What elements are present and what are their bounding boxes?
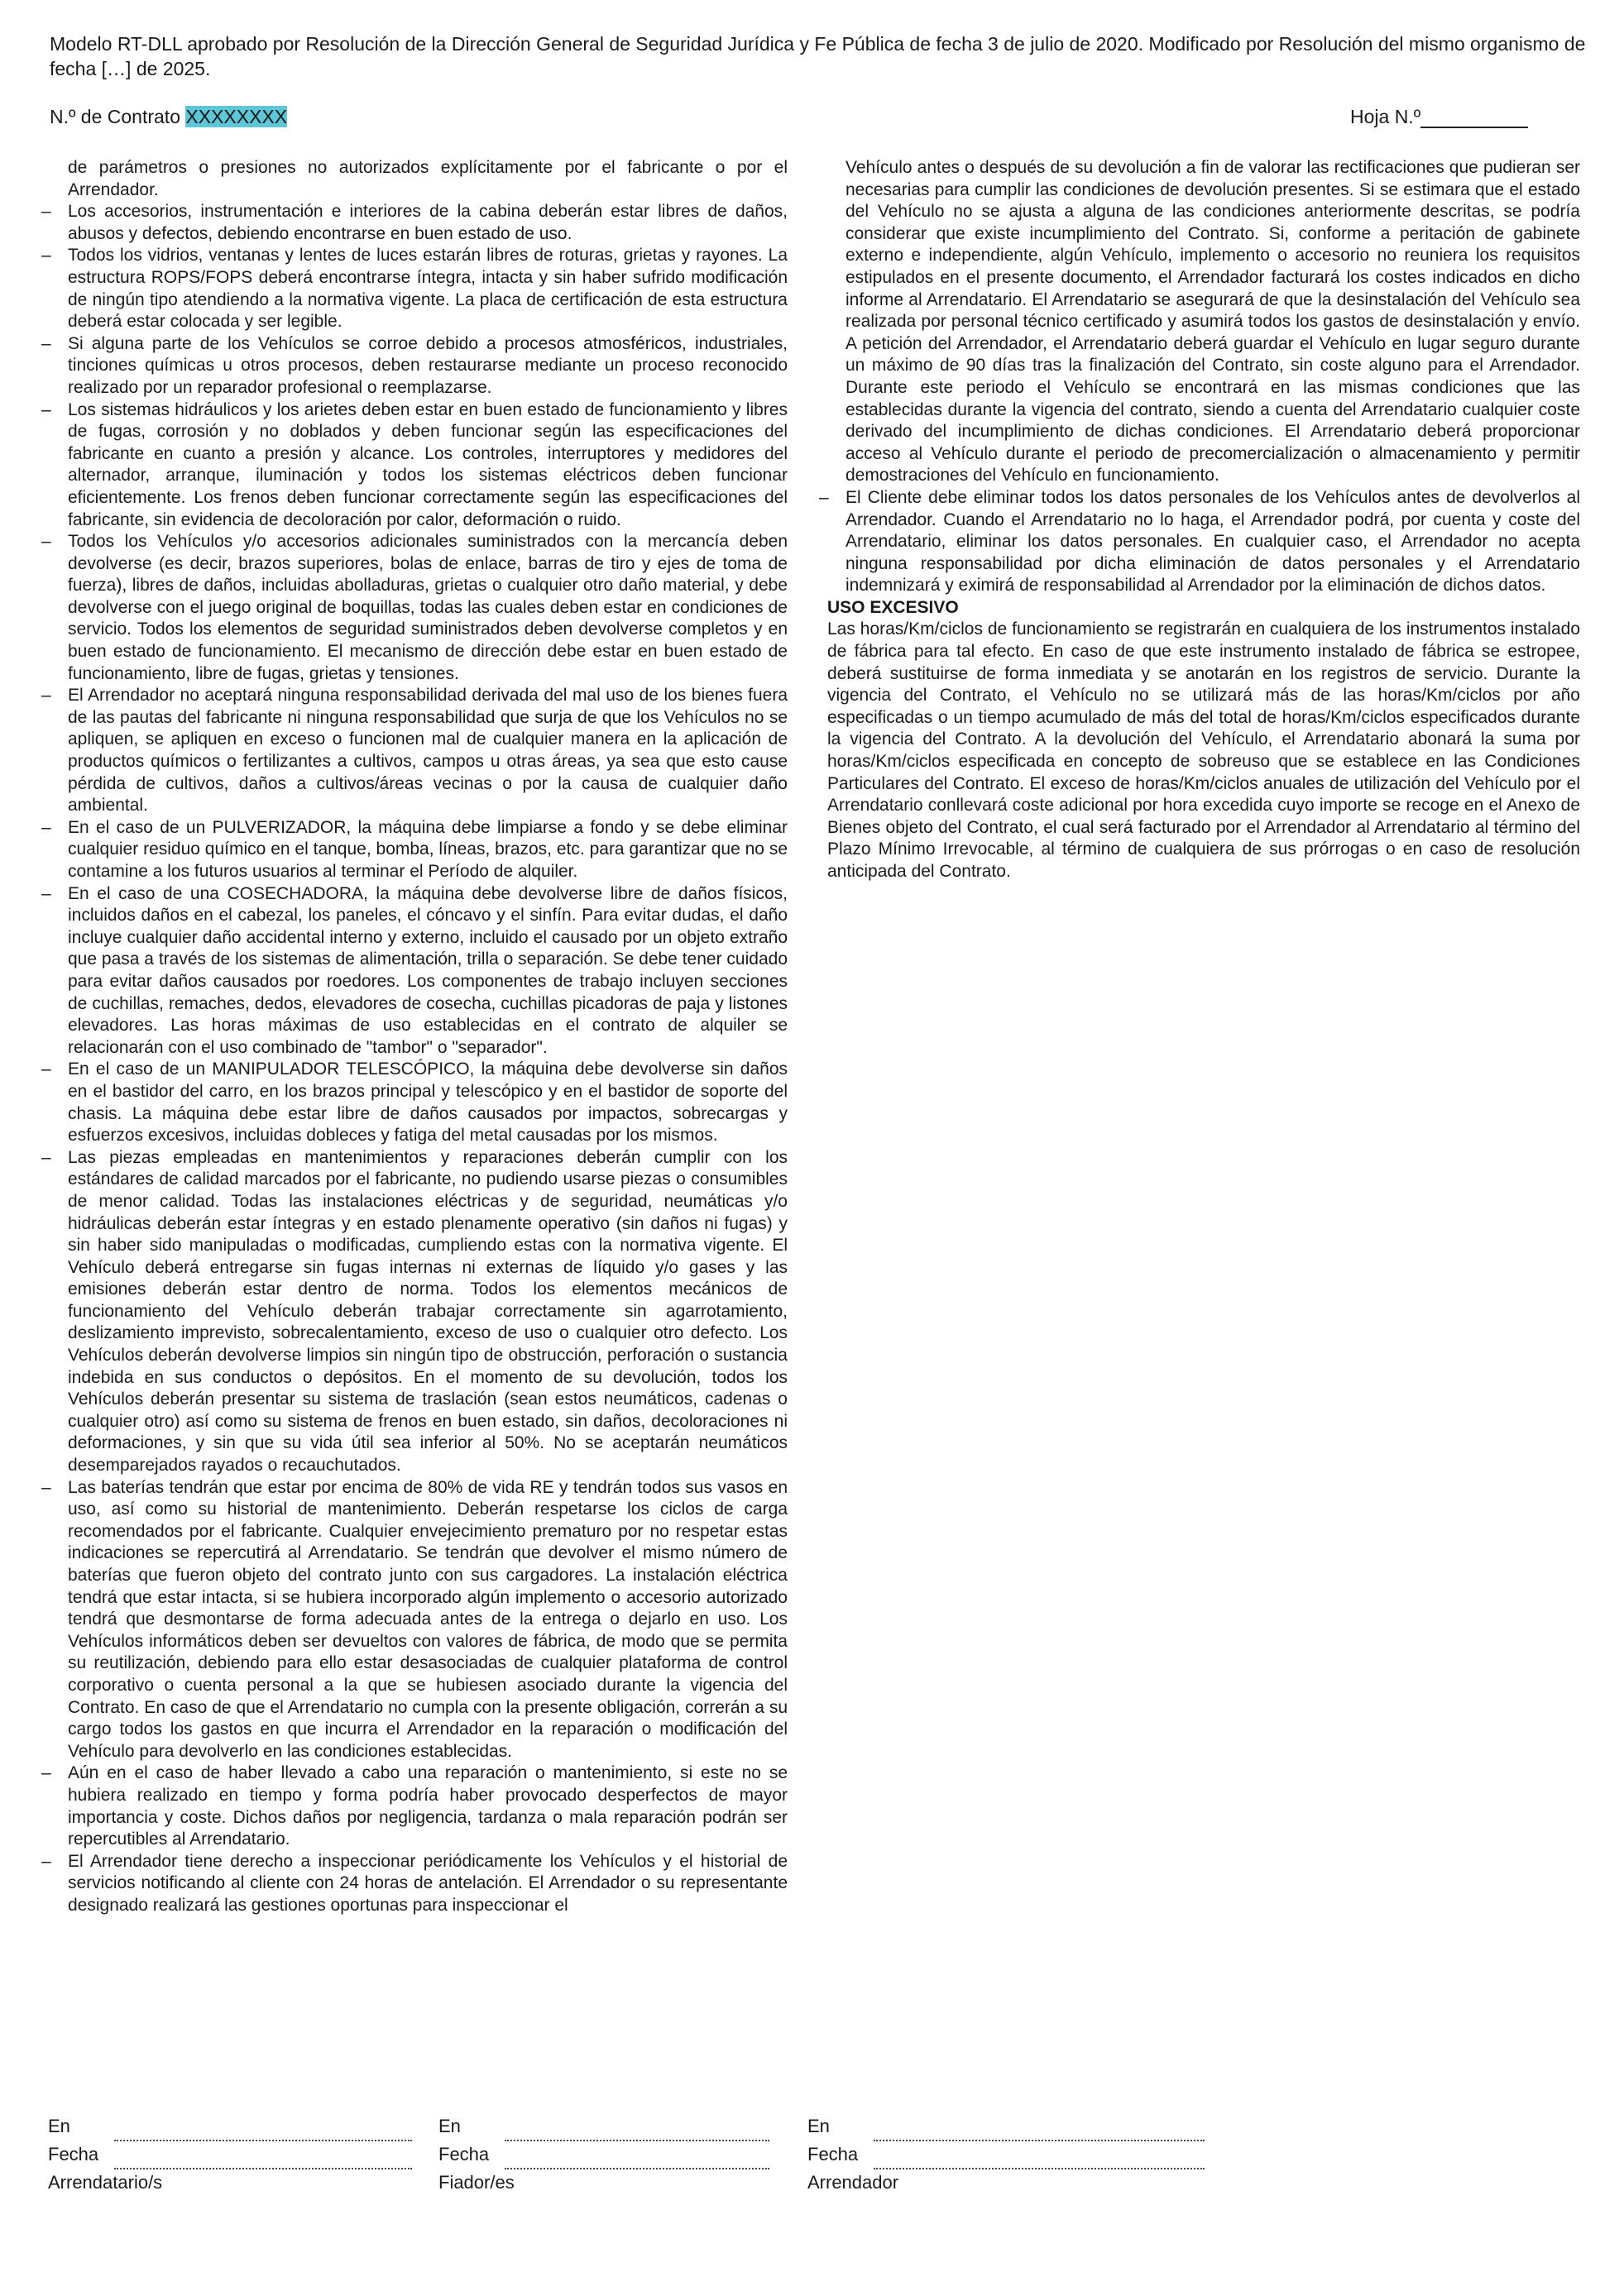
list-item xyxy=(41,1059,788,1146)
signature-block xyxy=(48,2113,412,2196)
list-item xyxy=(41,685,788,817)
date-field[interactable] xyxy=(505,2146,769,2169)
dash-bullet: – xyxy=(41,686,51,706)
list-item xyxy=(41,1147,788,1477)
dash-bullet: – xyxy=(41,883,51,903)
list-item xyxy=(41,201,788,245)
date-field[interactable] xyxy=(874,2146,1205,2169)
dash-bullet: – xyxy=(41,399,51,419)
dash-bullet: – xyxy=(41,532,51,552)
paragraph: Vehículo antes o después de su devolución a fin de valorar las rectificaciones que pudieran ser necesarias para cumplir las condiciones de devolución presentes. Si se estimara que el estado del Vehículo no se ajusta a alguna de las condiciones anteriormente descritas, se podría considerar que existe incumplimiento del Contrato. Si, conforme a peritación de gabinete externo e independiente, algún Vehículo, implemento o accesorio no reuniera los requisitos estipulados en el presente documento, el Arrendador facturará los costes indicados en dicho informe al Arrendatario. El Arrendatario se asegurará de que la desinstalación del Vehículo sea realizada por personal técnico certificado y asumirá todos los gastos de desinstalación y envío. A petición del Arrendador, el Arrendatario deberá guardar el Vehículo en lugar seguro durante un máximo de 90 días tras la finalización del Contrato, sin coste alguno para el Arrendador. Durante este periodo el Vehículo se encontrará en las mismas condiciones que las establecidas durante la vigencia del contrato, siendo a cuenta del Arrendatario cualquier coste derivado del incumplimiento de dichas condiciones. El Arrendatario deberá proporcionar acceso al Vehículo durante el periodo de precomercialización o almacenamiento y permitir demostraciones del Vehículo en funcionamiento. xyxy=(846,158,1580,486)
date-field[interactable] xyxy=(114,2146,412,2169)
signature-block xyxy=(438,2113,769,2196)
list-item xyxy=(819,487,1580,597)
dash-bullet: – xyxy=(819,487,829,507)
list-item-text: Todos los vidrios, ventanas y lentes de luces estarán libres de roturas, grietas y rayones. La estructura ROPS/FOPS deberá encontrarse íntegra, intacta y sin haber sufrido modificación de ningún tipo atendiendo a la normativa vigente. La placa de certificación de esta estructura deberá estar colocada y ser legible. xyxy=(68,246,788,332)
list-item xyxy=(41,399,788,532)
list-item-text: El Arrendador no aceptará ninguna responsabilidad derivada del mal uso de los bienes fuera de las pautas del fabricante ni ninguna responsabilidad que surja de que los Vehículos no se apliquen, se apliquen en exceso o funcionen mal de cualquier manera en la aplicación de productos químicos o fertilizantes a cultivos, campos u otras áreas, ya sea que esto cause pérdida de cultivos, daños a cultivos/áreas vecinas o por la causa de cualquier daño ambiental. xyxy=(68,686,788,816)
sheet-number xyxy=(1350,106,1528,128)
left-column xyxy=(41,157,788,1917)
list-item xyxy=(41,883,788,1060)
dash-bullet: – xyxy=(41,1147,51,1167)
sheet-label: Hoja N.º xyxy=(1350,106,1421,127)
list-item-text: Las piezas empleadas en mantenimientos y reparaciones deberán cumplir con los estándares de calidad marcados por el fabricante, no pudiendo usarse piezas o consumibles de menor calidad. Todas las instalaciones eléctricas y de seguridad, neumáticas y/o hidráulicas deberán estar íntegras y en estado plenamente operativo (sin daños ni fugas) y sin haber sido manipuladas o modificadas, cumpliendo estas con la normativa vigente. El Vehículo deberá entregarse sin fugas internas ni externas de líquido y/o gases y las emisiones deberán estar dentro de norma. Todos los elementos mecánicos de funcionamiento del Vehículo deberán trabajar correctamente sin agarrotamiento, deslizamiento imprevisto, sobrecalentamiento, exceso de uso o cualquier otro defecto. Los Vehículos deberán devolverse limpios sin ningún tipo de obstrucción, perforación o sustancia indebida en sus conductos o depósitos. En el momento de su devolución, todos los Vehículos deberán presentar su sistema de traslación (sean estos neumáticos, cadenas o cualquier otro) así como su sistema de frenos en buen estado, sin daños, decoloraciones ni deformaciones, y sin que su vida útil sea inferior al 50%. No se aceptarán neumáticos desemparejados rayados o recauchutados. xyxy=(68,1147,788,1476)
contract-label: N.º de Contrato xyxy=(50,106,180,127)
place-field[interactable] xyxy=(114,2118,412,2141)
date-label: Fecha xyxy=(438,2144,490,2164)
list-item-text: Si alguna parte de los Vehículos se corroe debido a procesos atmosféricos, industriales, tinciones químicas u otros procesos, deben restaurarse mediante un proceso reconocido realizado por un reparador profesional o reemplazarse. xyxy=(68,333,788,397)
list-item xyxy=(41,1477,788,1763)
contract-number xyxy=(50,106,287,128)
dash-bullet: – xyxy=(41,333,51,353)
right-column xyxy=(819,157,1580,883)
list-item-text: En el caso de un PULVERIZADOR, la máquina debe limpiarse a fondo y se debe eliminar cualquier residuo químico en el tanque, bomba, líneas, brazos, etc. para garantizar que no se contamine a los futuros usuarios al terminar el Período de alquiler. xyxy=(68,817,788,881)
section-title: USO EXCESIVO xyxy=(827,597,959,617)
paragraph: de parámetros o presiones no autorizados explícitamente por el fabricante o por el Arrendador. xyxy=(68,158,788,199)
dash-bullet: – xyxy=(41,1851,51,1871)
dash-bullet: – xyxy=(41,1060,51,1079)
list-item-text: El Arrendador tiene derecho a inspeccionar periódicamente los Vehículos y el historial de servicios notificando al cliente con 24 horas de antelación. El Arrendador o su representante designado realizará las gestiones oportunas para inspeccionar el xyxy=(68,1851,788,1915)
list-item-text: En el caso de una COSECHADORA, la máquina debe devolverse libre de daños físicos, incluidos daños en el cabezal, los paneles, el cóncavo y el sinfín. Para evitar dudas, el daño incluye cualquier daño accidental interno y externo, incluido el causado por un objeto extraño que pasa a través de los sistemas de alimentación, trilla o separación. Se debe tener cuidado para evitar daños causados por roedores. Los componentes de trabajo incluyen secciones de cuchillas, remaches, dedos, elevadores de cosecha, cuchillas picadoras de paja y listones elevadores. Las horas máximas de uso establecidas en el contrato de alquiler se relacionarán con el uso combinado de "tambor" o "separador". xyxy=(68,883,788,1057)
list-item-text: Aún en el caso de haber llevado a cabo una reparación o mantenimiento, si este no se hubiera realizado en tiempo y forma podría haber provocado desperfectos de mayor importancia y coste. Dichos daños por negligencia, tardanza o mala reparación podrán ser repercutibles al Arrendatario. xyxy=(68,1763,788,1849)
place-field[interactable] xyxy=(505,2118,769,2141)
party-label: Arrendatario/s xyxy=(48,2172,163,2193)
list-item xyxy=(41,817,788,883)
list-item xyxy=(41,333,788,399)
list-item xyxy=(41,245,788,332)
contract-number-value: XXXXXXXX xyxy=(185,106,288,127)
sheet-number-blank xyxy=(1420,108,1528,128)
list-item xyxy=(41,1763,788,1850)
dash-bullet: – xyxy=(41,817,51,837)
place-label: En xyxy=(438,2116,461,2136)
party-label: Fiador/es xyxy=(438,2172,515,2193)
list-item-text: Los accesorios, instrumentación e interiores de la cabina deberán estar libres de daños, abusos y defectos, debiendo encontrarse en buen estado de uso. xyxy=(68,202,788,243)
place-label: En xyxy=(48,2116,70,2136)
list-item xyxy=(41,1851,788,1917)
place-label: En xyxy=(807,2116,830,2136)
list-item xyxy=(41,531,788,685)
dash-bullet: – xyxy=(41,1763,51,1783)
list-item-text: Las baterías tendrán que estar por encima de 80% de vida RE y tendrán todos sus vasos en uso, así como su historial de mantenimiento. Deberán respetarse los ciclos de carga recomendados por el fabricante. Cualquier envejecimiento prematuro por no respetar estas indicaciones se repercutirá al Arrendatario. Se tendrán que devolver el mismo número de baterías que fueron objeto del contrato junto con sus cargadores. La instalación eléctrica tendrá que estar intacta, si se hubiera incorporado algún implemento o accesorio autorizado tendrá que desmontarse de forma adecuada antes de la entrega o dejarlo en uso. Los Vehículos informáticos deben ser devueltos con valores de fábrica, de modo que se permita su reutilización, debiendo para ello estar desasociadas de cualquier plataforma de control corporativo o cuenta personal a la que se hubiesen asociado durante la vigencia del Contrato. En caso de que el Arrendatario no cumpla con la presente obligación, correrán a su cargo todos los gastos en que incurra el Arrendador en la reparación o modificación del Vehículo para devolverlo en las condiciones establecidas. xyxy=(68,1477,788,1761)
place-field[interactable] xyxy=(874,2118,1205,2141)
list-item-text: El Cliente debe eliminar todos los datos personales de los Vehículos antes de devolverlos al Arrendador. Cuando el Arrendatario no lo haga, el Arrendador podrá, por cuenta y coste del Arrendatario, eliminar los datos personales. En cualquier caso, el Arrendador no acepta ninguna responsabilidad por dicha eliminación de datos personales y el Arrendatario indemnizará y eximirá de responsabilidad al Arrendador por la eliminación de dichos datos. xyxy=(846,487,1580,596)
signature-block xyxy=(807,2113,1205,2196)
list-item-text: Los sistemas hidráulicos y los arietes deben estar en buen estado de funcionamiento y libres de fugas, corrosión y no doblados y deben funcionar según las especificaciones del fabricante en cuanto a presión y alcance. Los controles, interruptores y medidores del alternador, arranque, iluminación y todos los sistemas eléctricos deben funcionar eficientemente. Los frenos deben funcionar correctamente según las especificaciones del fabricante, sin evidencia de decoloración por calor, deformación o ruido. xyxy=(68,399,788,529)
list-item-text: Todos los Vehículos y/o accesorios adicionales suministrados con la mercancía deben devolverse (es decir, brazos superiores, bolas de enlace, barras de tiro y ejes de toma de fuerza), libres de daños, incluidas abolladuras, grietas o cualquier otro daño material, y debe devolverse con el juego original de boquillas, todas las cuales deben estar en condiciones de servicio. Todos los elementos de seguridad suministrados deben devolverse completos y en buen estado de funcionamiento. El mecanismo de dirección debe estar en buen estado de funcionamiento, libre de fugas, grietas y tensiones. xyxy=(68,532,788,683)
list-item-text: En el caso de un MANIPULADOR TELESCÓPICO, la máquina debe devolverse sin daños en el bastidor del carro, en los brazos principal y telescópico y en el bastidor de soporte del chasis. La máquina debe estar libre de daños causados por impactos, sobrecargas y esfuerzos excesivos, incluidas dobleces y fatiga del metal causadas por los mismos. xyxy=(68,1060,788,1146)
dash-bullet: – xyxy=(41,1477,51,1497)
date-label: Fecha xyxy=(807,2144,859,2164)
dash-bullet: – xyxy=(41,246,51,265)
dash-bullet: – xyxy=(41,202,51,222)
paragraph: Las horas/Km/ciclos de funcionamiento se registrarán en cualquiera de los instrumentos instalado de fábrica para tal efecto. En caso de que este instrumento instalado de fábrica se estropee, deberá sustituirse de forma inmediata y se anotarán en los registros de servicio. Durante la vigencia del Contrato, el Vehículo no se utilizará más de las horas/Km/ciclos por año especificadas o un tiempo acumulado de más del total de horas/Km/ciclos especificados durante la vigencia del Contrato. A la devolución del Vehículo, el Arrendatario abonará la suma por horas/Km/ciclos especificada en concepto de sobreuso que se establece en las Condiciones Particulares del Contrato. El exceso de horas/Km/ciclos anuales de utilización del Vehículo por el Arrendatario conllevará coste adicional por hora excedida cuyo importe se recoge en el Anexo de Bienes objeto del Contrato, el cual será facturado por el Arrendador al Arrendatario al término del Plazo Mínimo Irrevocable, al término de cualquiera de sus prórrogas o en caso de resolución anticipada del Contrato. xyxy=(827,619,1580,881)
party-label: Arrendador xyxy=(807,2172,899,2193)
date-label: Fecha xyxy=(48,2144,99,2164)
document-header: Modelo RT-DLL aprobado por Resolución de la Dirección General de Seguridad Jurídica y Fe Pública de fecha 3 de julio de 2020. Modificado por Resolución del mismo organismo de fecha […] de 2025. xyxy=(50,33,1586,79)
